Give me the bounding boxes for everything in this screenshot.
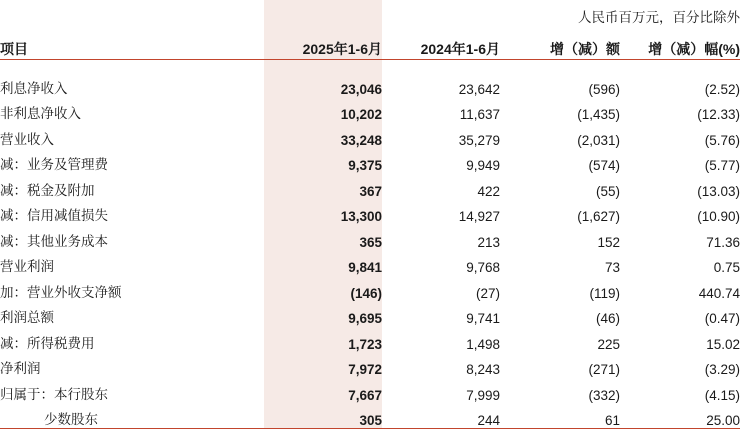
row-label: 减：所得税费用 — [0, 335, 95, 351]
row-value-change: (1,435) — [577, 107, 620, 122]
table-row — [0, 326, 740, 352]
row-value-change: (332) — [588, 387, 620, 403]
row-value-prior: 9,768 — [466, 260, 500, 275]
row-value-percent: 15.02 — [706, 336, 740, 352]
row-value-prior: 35,279 — [458, 132, 500, 148]
row-value-prior: 244 — [477, 413, 500, 428]
row-label: 净利润 — [0, 361, 41, 376]
table-row — [0, 71, 740, 97]
row-value-prior: 9,949 — [466, 158, 500, 173]
row-value-prior: 422 — [477, 183, 500, 199]
table-row — [0, 122, 740, 148]
row-label: 营业利润 — [0, 259, 54, 274]
unit-note-row — [0, 0, 740, 26]
row-label: 减：业务及管理费 — [0, 157, 108, 172]
unit-note-pad-current — [264, 0, 382, 26]
table-row — [0, 352, 740, 378]
table-row — [0, 148, 740, 174]
row-value-change: 152 — [597, 234, 620, 250]
row-value-change: 225 — [597, 336, 620, 352]
row-value-change: 73 — [604, 260, 620, 275]
row-value-current: 9,375 — [264, 148, 382, 174]
row-value-change: (46) — [595, 311, 620, 326]
rule-segment-current — [264, 428, 382, 429]
row-value-percent: 440.74 — [698, 285, 740, 301]
row-label: 利息净收入 — [0, 80, 68, 96]
row-value-current: 7,667 — [264, 377, 382, 403]
row-value-prior: 11,637 — [459, 107, 500, 122]
row-value-prior: 213 — [477, 234, 500, 250]
row-value-current: 7,972 — [264, 352, 382, 378]
row-value-change: (271) — [588, 362, 620, 377]
rule-segment-percent — [620, 428, 740, 429]
row-value-change: (119) — [589, 285, 620, 301]
table-row — [0, 97, 740, 123]
row-label: 减：税金及附加 — [0, 182, 95, 198]
spacer-percent — [620, 60, 740, 71]
row-value-percent: (3.29) — [704, 362, 740, 377]
rule-segment-prior — [382, 428, 500, 429]
row-value-percent: (0.47) — [704, 311, 740, 326]
header-spacer-row — [0, 60, 740, 71]
table-row — [0, 250, 740, 276]
row-value-prior: 23,642 — [458, 81, 500, 97]
row-value-current: 10,202 — [264, 97, 382, 123]
spacer-change — [500, 60, 620, 71]
row-value-percent: 25.00 — [706, 413, 740, 428]
row-value-prior: 7,999 — [466, 387, 500, 403]
row-value-current: (146) — [264, 275, 382, 301]
row-label: 加：营业外收支净额 — [0, 284, 122, 300]
row-value-current: 9,695 — [264, 301, 382, 327]
row-value-change: (1,627) — [577, 209, 620, 224]
row-label: 归属于：本行股东 — [0, 386, 108, 402]
table-row — [0, 377, 740, 403]
row-value-prior: 14,927 — [458, 209, 500, 224]
row-value-percent: (12.33) — [697, 107, 740, 122]
row-label: 少数股东 — [44, 412, 98, 427]
column-header-row — [0, 26, 740, 60]
row-value-current: 1,723 — [264, 326, 382, 352]
row-value-change: (596) — [588, 81, 620, 97]
rule-segment-change — [500, 428, 620, 429]
row-value-change: (55) — [595, 183, 620, 199]
row-value-prior: 1,498 — [466, 336, 500, 352]
header-col-change-percent: 增（减）幅(%) — [648, 41, 740, 57]
row-value-change: (574) — [588, 158, 620, 173]
spacer-prior — [382, 60, 500, 71]
row-label: 非利息净收入 — [0, 106, 81, 121]
row-value-prior: 9,741 — [466, 311, 500, 326]
row-value-current: 9,841 — [264, 250, 382, 276]
row-value-current: 23,046 — [264, 71, 382, 97]
row-value-percent: 0.75 — [713, 260, 740, 275]
table-row — [0, 275, 740, 301]
row-value-percent: (5.77) — [704, 158, 740, 173]
row-value-current: 367 — [264, 173, 382, 199]
header-col-change-amount: 增（减）额 — [550, 41, 620, 57]
row-value-current: 33,248 — [264, 122, 382, 148]
table-row — [0, 403, 740, 429]
row-value-current: 365 — [264, 224, 382, 250]
rule-segment-item — [0, 428, 264, 429]
row-label: 利润总额 — [0, 310, 54, 325]
table-row — [0, 224, 740, 250]
table-row — [0, 199, 740, 225]
header-item-label: 项目 — [0, 41, 28, 57]
unit-note: 人民币百万元，百分比除外 — [578, 10, 740, 25]
row-value-prior: 8,243 — [466, 362, 500, 377]
row-value-percent: (10.90) — [697, 209, 740, 224]
header-col-prior-period: 2024年1-6月 — [420, 41, 500, 57]
row-value-change: 61 — [604, 413, 620, 428]
header-col-current-period: 2025年1-6月 — [264, 26, 382, 60]
table-row — [0, 301, 740, 327]
row-value-current: 13,300 — [264, 199, 382, 225]
table-row — [0, 173, 740, 199]
row-value-current: 305 — [264, 403, 382, 429]
unit-note-empty — [0, 0, 264, 26]
row-value-percent: (5.76) — [704, 132, 740, 148]
table-bottom-rule — [0, 428, 740, 429]
spacer-item — [0, 60, 264, 71]
spacer-current — [264, 60, 382, 71]
row-label: 营业收入 — [0, 131, 54, 147]
row-label: 减：信用减值损失 — [0, 208, 108, 223]
row-value-prior: (27) — [475, 285, 500, 301]
row-value-percent: (2.52) — [704, 81, 740, 97]
row-label: 减：其他业务成本 — [0, 233, 108, 249]
row-value-percent: (4.15) — [704, 387, 740, 403]
row-value-percent: (13.03) — [697, 183, 740, 199]
row-value-change: (2,031) — [577, 132, 620, 148]
row-value-percent: 71.36 — [706, 234, 740, 250]
